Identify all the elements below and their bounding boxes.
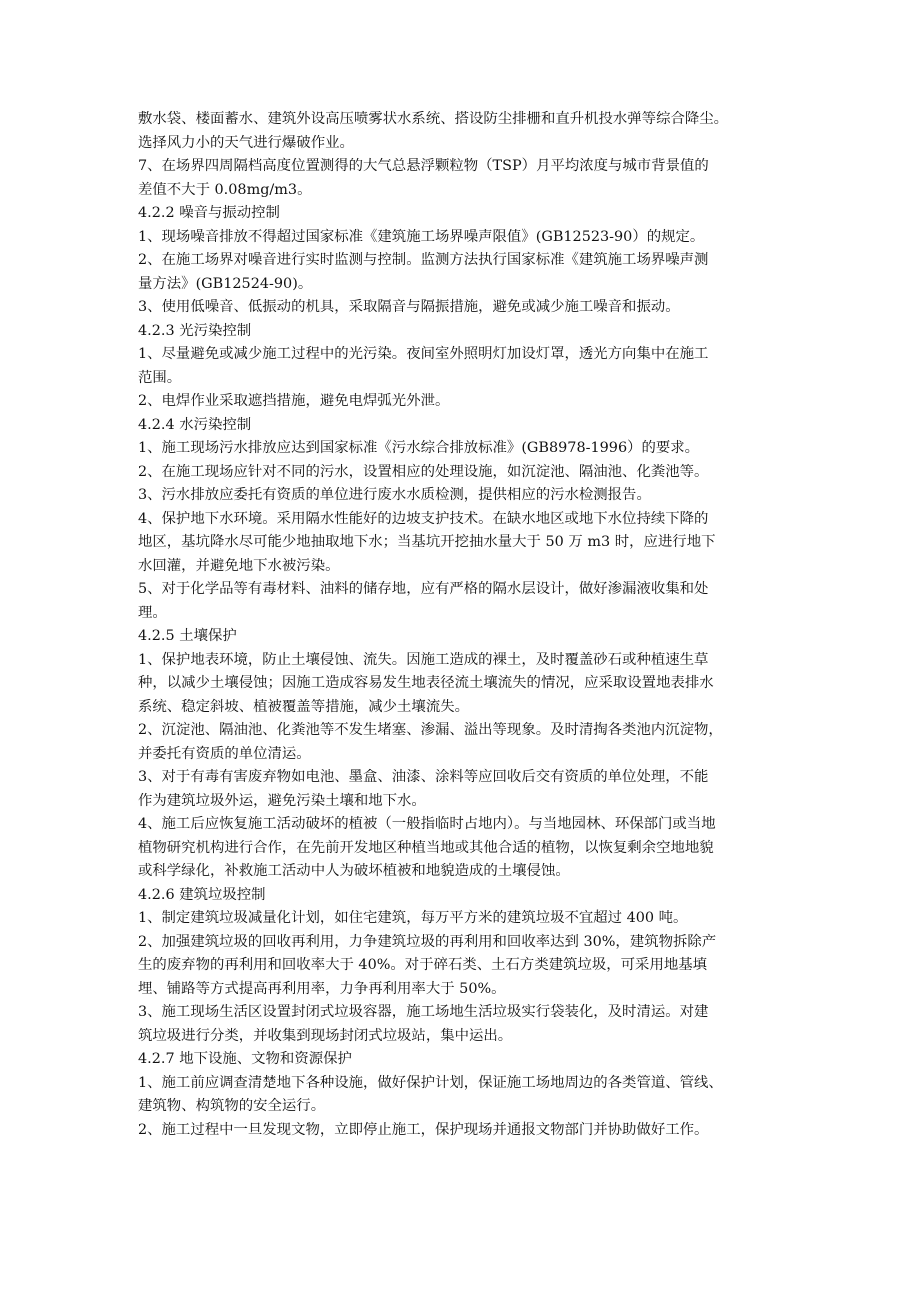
text-line: 2、沉淀池、隔油池、化粪池等不发生堵塞、渗漏、溢出等现象。及时清掏各类池内沉淀物，	[138, 722, 723, 738]
text-line: 范围。	[138, 369, 182, 386]
text-line: 1、制定建筑垃圾减量化计划，如住宅建筑，每万平方米的建筑垃圾不宜超过 400 吨。	[138, 910, 688, 926]
text-line: 系统、稳定斜坡、植被覆盖等措施，减少土壤流失。	[138, 698, 469, 715]
section-heading-4-2-6: 4.2.6 建筑垃圾控制	[138, 886, 266, 903]
text-line: 2、加强建筑垃圾的回收再利用，力争建筑垃圾的再利用和回收率达到 30%，建筑物拆除产	[138, 933, 717, 950]
text-line: 3、对于有毒有害废弃物如电池、墨盒、油漆、涂料等应回收后交有资质的单位处理，不能	[138, 769, 709, 785]
text-line: 2、施工过程中一旦发现文物，立即停止施工，保护现场并通报文物部门并协助做好工作。	[138, 1121, 709, 1138]
text-line: 2、在施工场界对噪音进行实时监测与控制。监测方法执行国家标准《建筑施工场界噪声测	[138, 252, 709, 268]
text-line: 3、使用低噪音、低振动的机具，采取隔音与隔振措施，避免或减少施工噪音和振动。	[138, 299, 680, 315]
text-line: 1、保护地表环境，防止土壤侵蚀、流失。因施工造成的裸土，及时覆盖砂石或种植速生草	[138, 651, 709, 668]
text-line: 敷水袋、楼面蓄水、建筑外设高压喷雾状水系统、搭设防尘排栅和直升机投水弹等综合降尘。	[138, 111, 729, 127]
text-line: 生的废弃物的再利用和回收率大于 40%。对于碎石类、土石方类建筑垃圾，可采用地基填	[138, 957, 708, 973]
section-heading-4-2-2: 4.2.2 噪音与振动控制	[138, 205, 280, 221]
text-line: 植物研究机构进行合作，在先前开发地区种植当地或其他合适的植物，以恢复剩余空地地貌	[138, 839, 714, 856]
text-line: 筑垃圾进行分类，并收集到现场封闭式垃圾站，集中运出。	[138, 1027, 513, 1044]
text-line: 4、施工后应恢复施工活动破坏的植被（一般指临时占地内）。与当地园林、环保部门或当地	[138, 816, 716, 832]
text-line: 4、保护地下水环境。采用隔水性能好的边坡支护技术。在缺水地区或地下水位持续下降的	[138, 510, 709, 527]
text-line: 差值不大于 0.08mg/m3。	[138, 181, 312, 198]
text-line: 作为建筑垃圾外运，避免污染土壤和地下水。	[138, 792, 426, 809]
text-line: 1、施工现场污水排放应达到国家标准《污水综合排放标准》(GB8978-1996）的要求。	[138, 440, 700, 456]
text-line: 建筑物、构筑物的安全运行。	[138, 1098, 326, 1114]
document-body	[138, 108, 788, 1142]
text-line: 理。	[138, 604, 167, 621]
text-line: 2、在施工现场应针对不同的污水，设置相应的处理设施，如沉淀池、隔油池、化粪池等。	[138, 463, 709, 480]
text-line: 3、污水排放应委托有资质的单位进行废水水质检测，提供相应的污水检测报告。	[138, 487, 651, 503]
text-line: 埋、铺路等方式提高再利用率，力争再利用率大于 50%。	[138, 980, 506, 997]
section-heading-4-2-5: 4.2.5 土壤保护	[138, 628, 237, 644]
text-line: 1、现场噪音排放不得超过国家标准《建筑施工场界噪声限值》(GB12523-90）的规定。	[138, 228, 705, 245]
text-line: 1、施工前应调查清楚地下各种设施，做好保护计划，保证施工场地周边的各类管道、管线、	[138, 1074, 723, 1091]
section-heading-4-2-3: 4.2.3 光污染控制	[138, 322, 252, 339]
text-line: 或科学绿化，补救施工活动中人为破坏植被和地貌造成的土壤侵蚀。	[138, 863, 570, 879]
text-line: 并委托有资质的单位清运。	[138, 745, 311, 762]
text-line: 选择风力小的天气进行爆破作业。	[138, 134, 354, 151]
section-heading-4-2-4: 4.2.4 水污染控制	[138, 416, 252, 433]
text-line: 7、在场界四周隔档高度位置测得的大气总悬浮颗粒物（TSP）月平均浓度与城市背景值的	[138, 158, 709, 174]
text-line: 地区，基坑降水尽可能少地抽取地下水；当基坑开挖抽水量大于 50 万 m3 时，应进行地下	[138, 534, 716, 550]
text-line: 3、施工现场生活区设置封闭式垃圾容器，施工场地生活垃圾实行袋装化，及时清运。对建	[138, 1004, 709, 1020]
text-line: 5、对于化学品等有毒材料、油料的储存地，应有严格的隔水层设计，做好渗漏液收集和处	[138, 581, 709, 597]
text-line: 量方法》(GB12524-90)。	[138, 275, 313, 292]
section-heading-4-2-7: 4.2.7 地下设施、文物和资源保护	[138, 1051, 352, 1067]
text-line: 1、尽量避免或减少施工过程中的光污染。夜间室外照明灯加设灯罩，透光方向集中在施工	[138, 346, 709, 362]
text-line: 水回灌，并避免地下水被污染。	[138, 557, 340, 574]
text-line: 2、电焊作业采取遮挡措施，避免电焊弧光外泄。	[138, 393, 450, 409]
text-line: 种，以减少土壤侵蚀；因施工造成容易发生地表径流土壤流失的情况，应采取设置地表排水	[138, 675, 714, 691]
